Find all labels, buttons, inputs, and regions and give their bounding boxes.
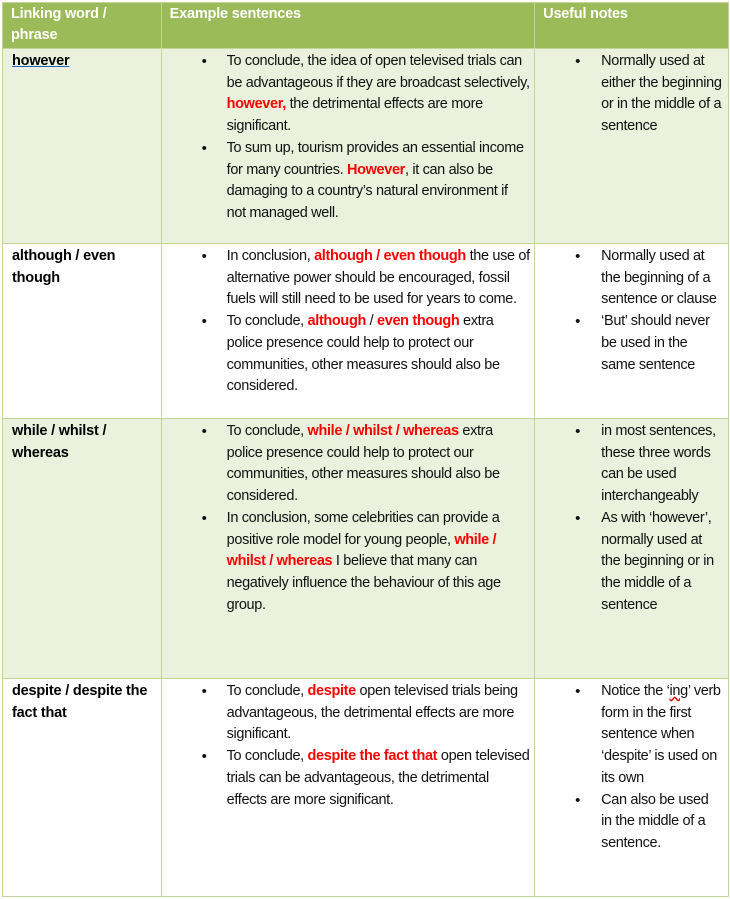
sentence-text: the detrimental effects are more significant. [226,96,483,135]
sentence-text: Can also be used in the middle of a sentence. [601,791,709,851]
sentence-text: in most sentences, these three words can be used interchangeably [601,423,716,505]
note-bullet [535,311,728,376]
note-list [535,419,728,616]
example-bullet [162,246,535,311]
useful-notes-cell [535,49,729,244]
sentence-text: open televised trials can be advantageous, the detrimental effects are more significant. [226,748,530,808]
linking-word: despite / despite the fact that [12,683,148,721]
example-bullet [162,311,535,398]
sentence-text: To conclude, [226,748,308,765]
linking-word-cell [3,419,162,679]
sentence-text: Normally used at either the beginning or in the middle of a sentence [601,53,722,135]
highlighted-linking-word: However [346,161,405,178]
table-row [3,419,729,679]
spellcheck-word: ing [669,683,688,699]
example-list [162,419,535,616]
header-row [3,3,729,49]
example-bullet [162,746,535,811]
example-bullet [162,138,535,225]
sentence-text: / [365,313,378,330]
note-bullet [535,51,728,138]
linking-words-table [2,2,729,897]
sentence-text: To conclude, [226,423,308,439]
sentence-text: In conclusion, [226,248,315,264]
sentence-text: To conclude, [226,683,308,699]
note-list [535,49,728,138]
example-bullet [162,51,535,138]
sentence-text: the use of alternative power should be encouraged, fossil fuels will still need to be used for years to come. [226,248,530,308]
sentence-text: To conclude, [226,313,308,330]
example-list [162,244,535,398]
sentence-text: , it can also be damaging to a country’s natural environment if not managed well. [226,161,508,221]
note-list [535,679,728,855]
linking-word-cell [3,244,162,419]
highlighted-linking-word: while / whilst / whereas [307,423,459,439]
table-row [3,244,729,419]
header-linking-word: Linking word / phrase [3,3,162,49]
sentence-text: Notice the ‘ [601,683,670,699]
linking-word: although / even though [12,248,116,286]
note-bullet [535,508,728,617]
highlighted-linking-word: despite [307,683,356,699]
sentence-text: I believe that many can negatively influence the behaviour of this age group. [226,553,501,613]
header-useful-notes: Useful notes [535,3,729,49]
linking-word-cell [3,679,162,897]
example-sentences-cell [161,679,535,897]
sentence-text: ’ verb form in the first sentence when ‘despite’ is used on its own [601,683,721,786]
example-sentences-cell [161,244,535,419]
sentence-text: To sum up, tourism provides an essential income for many countries. [226,139,524,178]
linking-word: while / whilst / whereas [12,423,107,461]
linking-word[interactable]: however [12,53,70,69]
example-bullet [162,421,535,508]
example-sentences-cell [161,49,535,244]
sentence-text: In conclusion, some celebrities can provide a positive role model for young people, [226,509,500,548]
note-bullet [535,790,728,855]
sentence-text: ‘But’ should never be used in the same sentence [601,313,710,373]
table-row [3,679,729,897]
highlighted-linking-word: although / even though [314,248,466,264]
example-list [162,49,535,225]
highlighted-linking-word: although [307,313,366,330]
note-bullet [535,421,728,508]
linking-word-cell [3,49,162,244]
header-example-sentences: Example sentences [161,3,535,49]
note-bullet [535,246,728,311]
example-bullet [162,681,535,746]
sentence-text: To conclude, the idea of open televised trials can be advantageous if they are broadcast selectively, [226,53,530,91]
example-sentences-cell [161,419,535,679]
sentence-text: As with ‘however’, normally used at the beginning or in the middle of a sentence [601,509,714,613]
sentence-text: open televised trials being advantageous, the detrimental effects are more significant. [226,683,518,743]
sentence-text: extra police presence could help to protect our communities, other measures should also be considered. [226,423,500,505]
table-row [3,49,729,244]
highlighted-linking-word: despite the fact that [307,748,438,765]
highlighted-linking-word: while / whilst / whereas [226,531,497,570]
useful-notes-cell [535,244,729,419]
note-list [535,244,728,376]
sentence-text: Normally used at the beginning of a sentence or clause [601,248,717,308]
highlighted-linking-word: even though [377,313,460,330]
example-bullet [162,508,535,617]
highlighted-linking-word: however, [226,96,286,113]
useful-notes-cell [535,679,729,897]
note-bullet [535,681,728,790]
useful-notes-cell [535,419,729,679]
example-list [162,679,535,811]
sentence-text: extra police presence could help to protect our communities, other measures should also be considered. [226,313,500,395]
